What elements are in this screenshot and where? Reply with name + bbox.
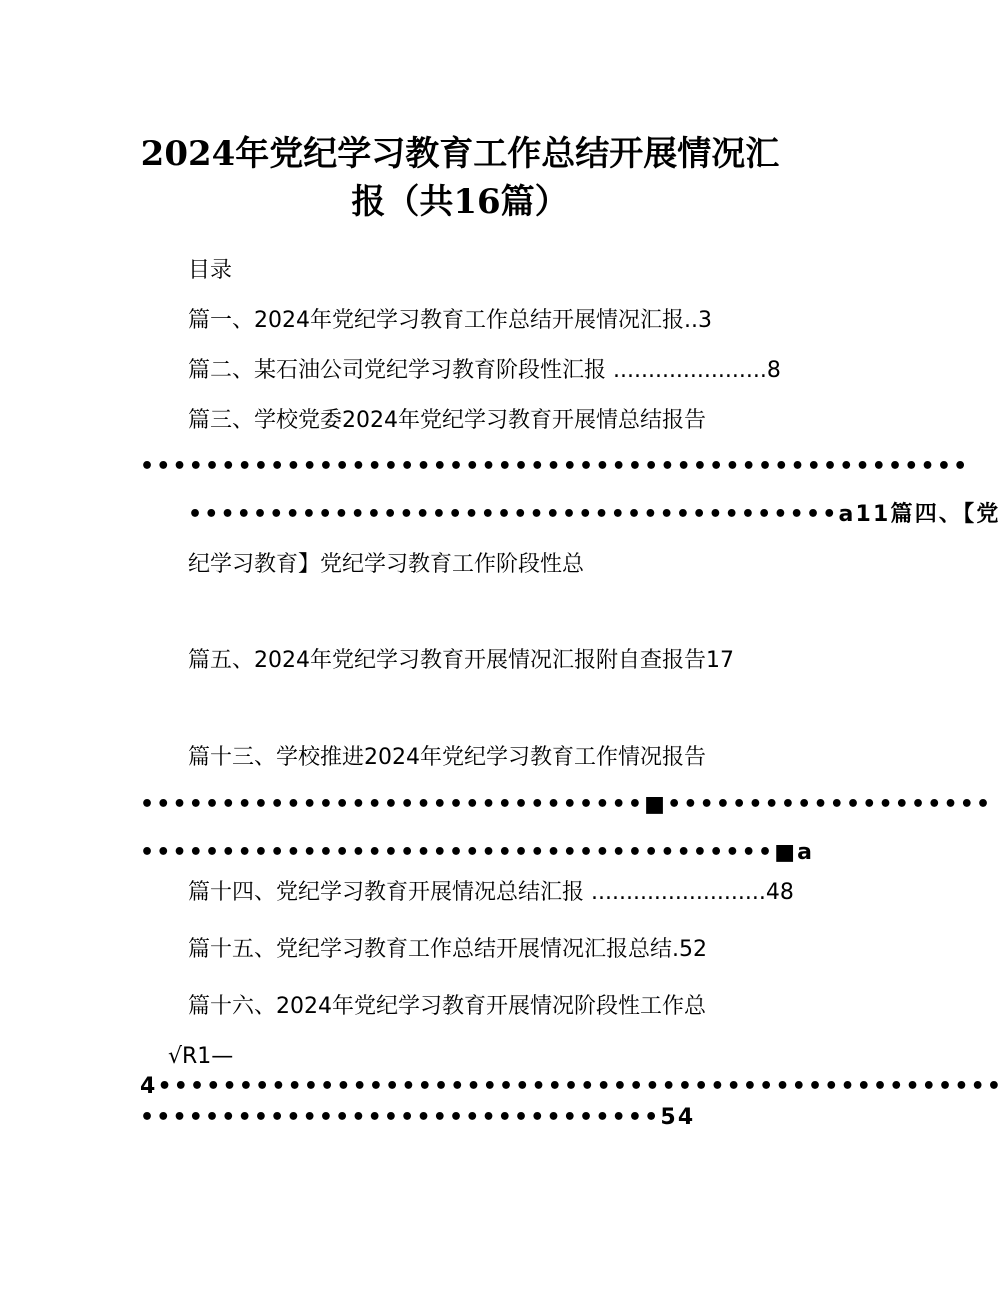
- document-title-line-2: 报（共16篇）: [351, 182, 569, 222]
- toc-leader-line-5: ••••••••••••••••••••••••••••••••54: [140, 1105, 696, 1130]
- toc-leader-line-3: •••••••••••••••••••••••••••••••••••••••■a: [140, 840, 815, 865]
- toc-entry-3-4-continuation[interactable]: ••••••••••••••••••••••••••••••••••••••••a11篇四、【党: [188, 502, 1001, 527]
- toc-leader-line-2: •••••••••••••••••••••••••••••••■••••••••••••••••••••: [140, 792, 993, 817]
- toc-entry-2[interactable]: 篇二、某石油公司党纪学习教育阶段性汇报 ......................8: [188, 358, 781, 383]
- toc-heading: 目录: [188, 258, 233, 283]
- document-title-line-1: 2024年党纪学习教育工作总结开展情况汇: [140, 134, 780, 174]
- toc-leader-line: •••••••••••••••••••••••••••••••••••••••••••••••••••: [140, 454, 970, 479]
- toc-entry-13[interactable]: 篇十三、学校推进2024年党纪学习教育工作情况报告: [188, 745, 706, 770]
- toc-entry-3[interactable]: 篇三、学校党委2024年党纪学习教育开展情总结报告: [188, 408, 706, 433]
- toc-entry-15[interactable]: 篇十五、党纪学习教育工作总结开展情况汇报总结.52: [188, 937, 707, 962]
- toc-entry-16[interactable]: 篇十六、2024年党纪学习教育开展情况阶段性工作总: [188, 994, 706, 1019]
- toc-entry-1[interactable]: 篇一、2024年党纪学习教育工作总结开展情况汇报..3: [188, 308, 712, 333]
- toc-leader-line-4: 4••••••••••••••••••••••••••••••••••••••••••••••••••••: [140, 1074, 1003, 1099]
- toc-fragment-mark: √R1—: [168, 1044, 234, 1069]
- toc-entry-14[interactable]: 篇十四、党纪学习教育开展情况总结汇报 .........................48: [188, 880, 794, 905]
- toc-entry-5[interactable]: 篇五、2024年党纪学习教育开展情况汇报附自查报告17: [188, 648, 734, 673]
- toc-entry-4-continuation[interactable]: 纪学习教育】党纪学习教育工作阶段性总: [188, 552, 585, 577]
